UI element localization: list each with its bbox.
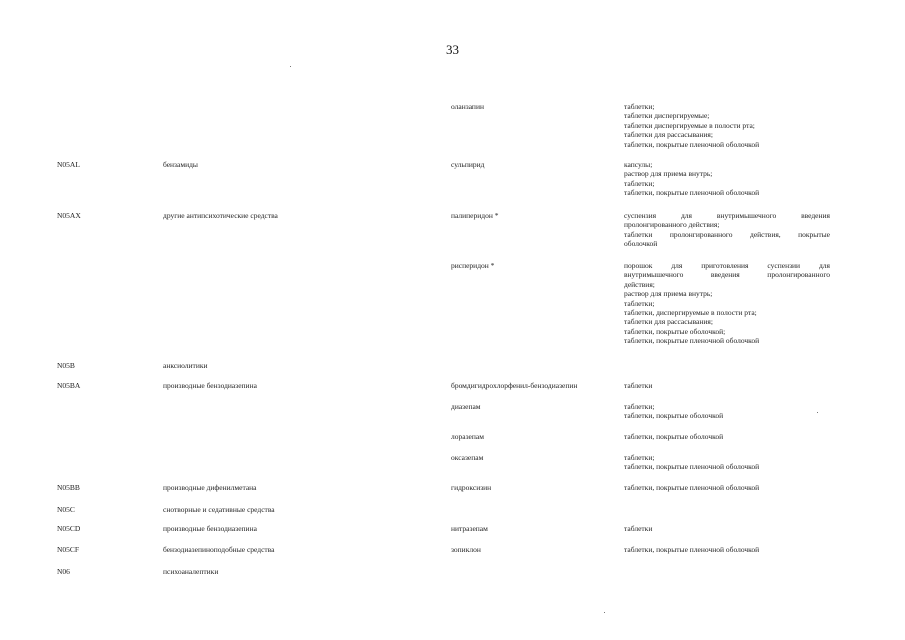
group-name: снотворные и седативные средства: [163, 505, 275, 514]
dosage-form-line: таблетки, диспергируемые в полости рта;: [624, 308, 757, 318]
drug-name: оланзапин: [451, 102, 484, 111]
dosage-forms: [624, 211, 830, 249]
atc-code: N06: [57, 567, 70, 576]
group-name: производные бензодиазепина: [163, 381, 257, 390]
dosage-forms: [624, 483, 830, 492]
group-name: другие антипсихотические средства: [163, 211, 278, 220]
dosage-form-line: таблетки, покрытые пленочной оболочкой: [624, 336, 760, 346]
dosage-form-line: таблетки;: [624, 402, 655, 411]
atc-code: N05C: [57, 505, 75, 514]
group-name: производные бензодиазепина: [163, 524, 257, 533]
atc-code: N05AX: [57, 211, 81, 220]
dosage-form-line: порошок для приготовления суспензии для: [624, 261, 830, 270]
group-name: бензодиазепиноподобные средства: [163, 545, 275, 554]
dosage-forms: [624, 453, 830, 472]
dosage-form-line: таблетки для рассасывания;: [624, 317, 713, 327]
page-number: 33: [446, 42, 459, 57]
dosage-form-line: таблетки, покрытые пленочной оболочкой: [624, 188, 760, 198]
group-name: производные дифенилметана: [163, 483, 257, 492]
group-name: анксиолитики: [163, 361, 208, 370]
atc-code: N05CD: [57, 524, 81, 533]
dosage-form-line: действия;: [624, 279, 655, 289]
scan-speck: [817, 412, 818, 413]
scan-speck: [604, 612, 605, 613]
dosage-form-line: суспензия для внутримышечного введения: [624, 211, 830, 220]
drug-name: гидроксизин: [451, 483, 492, 492]
dosage-form-line: таблетки, покрытые пленочной оболочкой: [624, 545, 760, 554]
dosage-form-line: таблетки, покрытые пленочной оболочкой: [624, 462, 760, 472]
dosage-form-line: таблетки, покрытые пленочной оболочкой: [624, 483, 760, 492]
drug-name: рисперидон *: [451, 261, 495, 270]
dosage-forms: [624, 102, 830, 149]
dosage-form-line: таблетки;: [624, 102, 655, 111]
atc-code: N05BA: [57, 381, 81, 390]
drug-name: оксазепам: [451, 453, 484, 462]
dosage-form-line: таблетки, покрытые оболочкой;: [624, 326, 726, 336]
dosage-forms: [624, 524, 830, 533]
drug-name: лоразепам: [451, 432, 484, 441]
drug-name: нитразепам: [451, 524, 488, 533]
dosage-form-line: таблетки, покрытые пленочной оболочкой: [624, 139, 760, 149]
dosage-forms: [624, 261, 830, 346]
drug-name: палиперидон *: [451, 211, 499, 220]
dosage-form-line: таблетки: [624, 381, 653, 390]
dosage-form-line: таблетки диспергируемые;: [624, 111, 710, 121]
drug-name: бромдигидрохлорфенил-бензодиазепин: [451, 381, 578, 390]
atc-code: N05CF: [57, 545, 80, 554]
group-name: бензамиды: [163, 160, 198, 169]
dosage-forms: [624, 545, 830, 554]
atc-code: N05B: [57, 361, 75, 370]
dosage-form-line: таблетки, покрытые оболочкой: [624, 411, 724, 421]
atc-code: N05AL: [57, 160, 80, 169]
dosage-form-line: таблетки диспергируемые в полости рта;: [624, 120, 755, 130]
dosage-form-line: раствор для приема внутрь;: [624, 289, 713, 299]
drug-name: диазепам: [451, 402, 481, 411]
scan-speck: [290, 66, 291, 67]
dosage-form-line: таблетки для рассасывания;: [624, 130, 713, 140]
dosage-form-line: таблетки;: [624, 453, 655, 462]
dosage-form-line: оболочкой: [624, 239, 658, 249]
atc-code: N05BB: [57, 483, 80, 492]
dosage-form-line: таблетки, покрытые оболочкой: [624, 432, 724, 441]
dosage-forms: [624, 381, 830, 390]
drug-name: зопиклон: [451, 545, 481, 554]
dosage-form-line: таблетки;: [624, 178, 655, 188]
group-name: психоаналептики: [163, 567, 219, 576]
dosage-form-line: таблетки: [624, 524, 653, 533]
dosage-form-line: таблетки пролонгированного действия, покрытые: [624, 229, 830, 239]
dosage-form-line: раствор для приема внутрь;: [624, 169, 713, 179]
dosage-forms: [624, 402, 830, 421]
dosage-form-line: капсулы;: [624, 160, 653, 169]
dosage-form-line: таблетки;: [624, 298, 655, 308]
dosage-form-line: пролонгированного действия;: [624, 220, 720, 230]
dosage-forms: [624, 432, 830, 441]
dosage-form-line: внутримышечного введения пролонгированного: [624, 270, 830, 280]
dosage-forms: [624, 160, 830, 198]
drug-name: сульпирид: [451, 160, 485, 169]
